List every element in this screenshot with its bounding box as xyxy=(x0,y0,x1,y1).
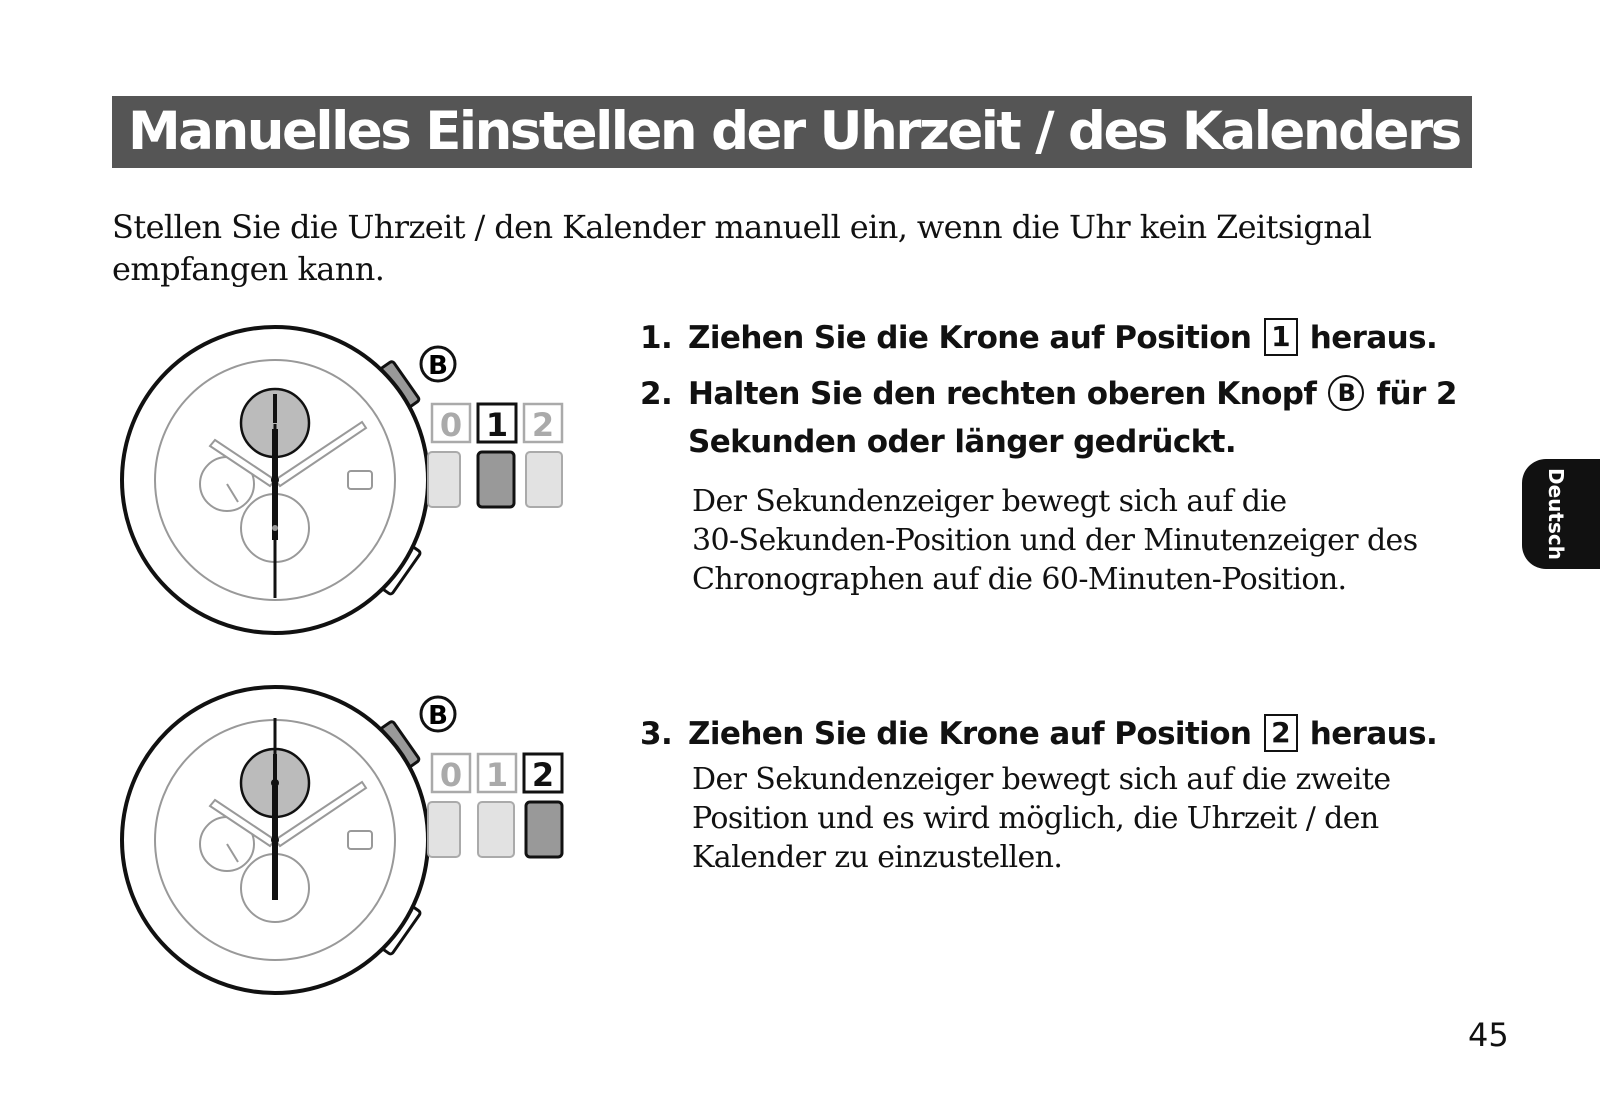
crown-slot-2 xyxy=(526,452,562,507)
step-2 xyxy=(640,370,1457,466)
watch-illustration-step-3 xyxy=(110,674,590,1014)
step-3-position-box: 2 xyxy=(1264,714,1298,752)
watch-illustration-step-1 xyxy=(110,314,590,654)
step-1-text-after: heraus. xyxy=(1309,320,1438,356)
step-1-position-box: 1 xyxy=(1264,318,1298,356)
step-2-description-line: Der Sekundenzeiger bewegt sich auf die xyxy=(692,484,1287,519)
center-pin xyxy=(271,836,279,844)
center-pin xyxy=(271,476,279,484)
button-b-letter: B xyxy=(428,701,448,731)
step-3 xyxy=(640,710,1437,758)
step-2-description xyxy=(692,482,1418,599)
step-2-text-line2: Sekunden oder länger gedrückt. xyxy=(688,424,1237,460)
crown-slot-1 xyxy=(478,802,514,857)
crown-position-2-label: 2 xyxy=(531,406,555,444)
step-1-text: Ziehen Sie die Krone auf Position xyxy=(688,320,1252,356)
step-2-description-line: Chronographen auf die 60-Minuten-Position. xyxy=(692,562,1347,597)
crown-position-1-label: 1 xyxy=(485,406,509,444)
crown-slot-1 xyxy=(478,452,514,507)
crown-position-1-label: 1 xyxy=(485,756,509,794)
date-window xyxy=(348,471,372,489)
crown-position-0-label: 0 xyxy=(439,406,463,444)
step-1-number: 1. xyxy=(640,320,673,356)
step-2-button-b-icon: B xyxy=(1328,375,1364,411)
step-2-number: 2. xyxy=(640,376,673,412)
step-2-text-after: für 2 xyxy=(1376,376,1457,412)
step-2-text: Halten Sie den rechten oberen Knopf xyxy=(688,376,1317,412)
step-3-description-line: Position und es wird möglich, die Uhrzeit / den xyxy=(692,801,1379,836)
step-3-description xyxy=(692,760,1391,877)
language-tab-label: Deutsch xyxy=(1544,468,1568,560)
intro-paragraph: Stellen Sie die Uhrzeit / den Kalender manuell ein, wenn die Uhr kein Zeitsignal empfangen kann. xyxy=(112,208,1372,288)
step-3-description-line: Kalender zu einzustellen. xyxy=(692,840,1063,875)
step-1 xyxy=(640,314,1437,362)
step-3-text: Ziehen Sie die Krone auf Position xyxy=(688,716,1252,752)
crown-slot-2 xyxy=(526,802,562,857)
step-3-number: 3. xyxy=(640,716,673,752)
subdial-top-pin xyxy=(271,779,279,787)
title-bar xyxy=(112,96,1472,168)
page-title: Manuelles Einstellen der Uhrzeit / des Kalenders xyxy=(128,101,1460,162)
crown-slot-0 xyxy=(428,802,460,857)
page-number: 45 xyxy=(1468,1016,1509,1054)
step-3-description-line: Der Sekundenzeiger bewegt sich auf die zweite xyxy=(692,762,1391,797)
step-3-text-after: heraus. xyxy=(1309,716,1438,752)
crown-slot-0 xyxy=(428,452,460,507)
button-b-letter: B xyxy=(428,351,448,381)
date-window xyxy=(348,831,372,849)
subdial-bottom-pin xyxy=(272,525,278,531)
step-2-description-line: 30-Sekunden-Position und der Minutenzeiger des xyxy=(692,523,1418,558)
crown-position-2-label: 2 xyxy=(531,756,555,794)
crown-position-0-label: 0 xyxy=(439,756,463,794)
